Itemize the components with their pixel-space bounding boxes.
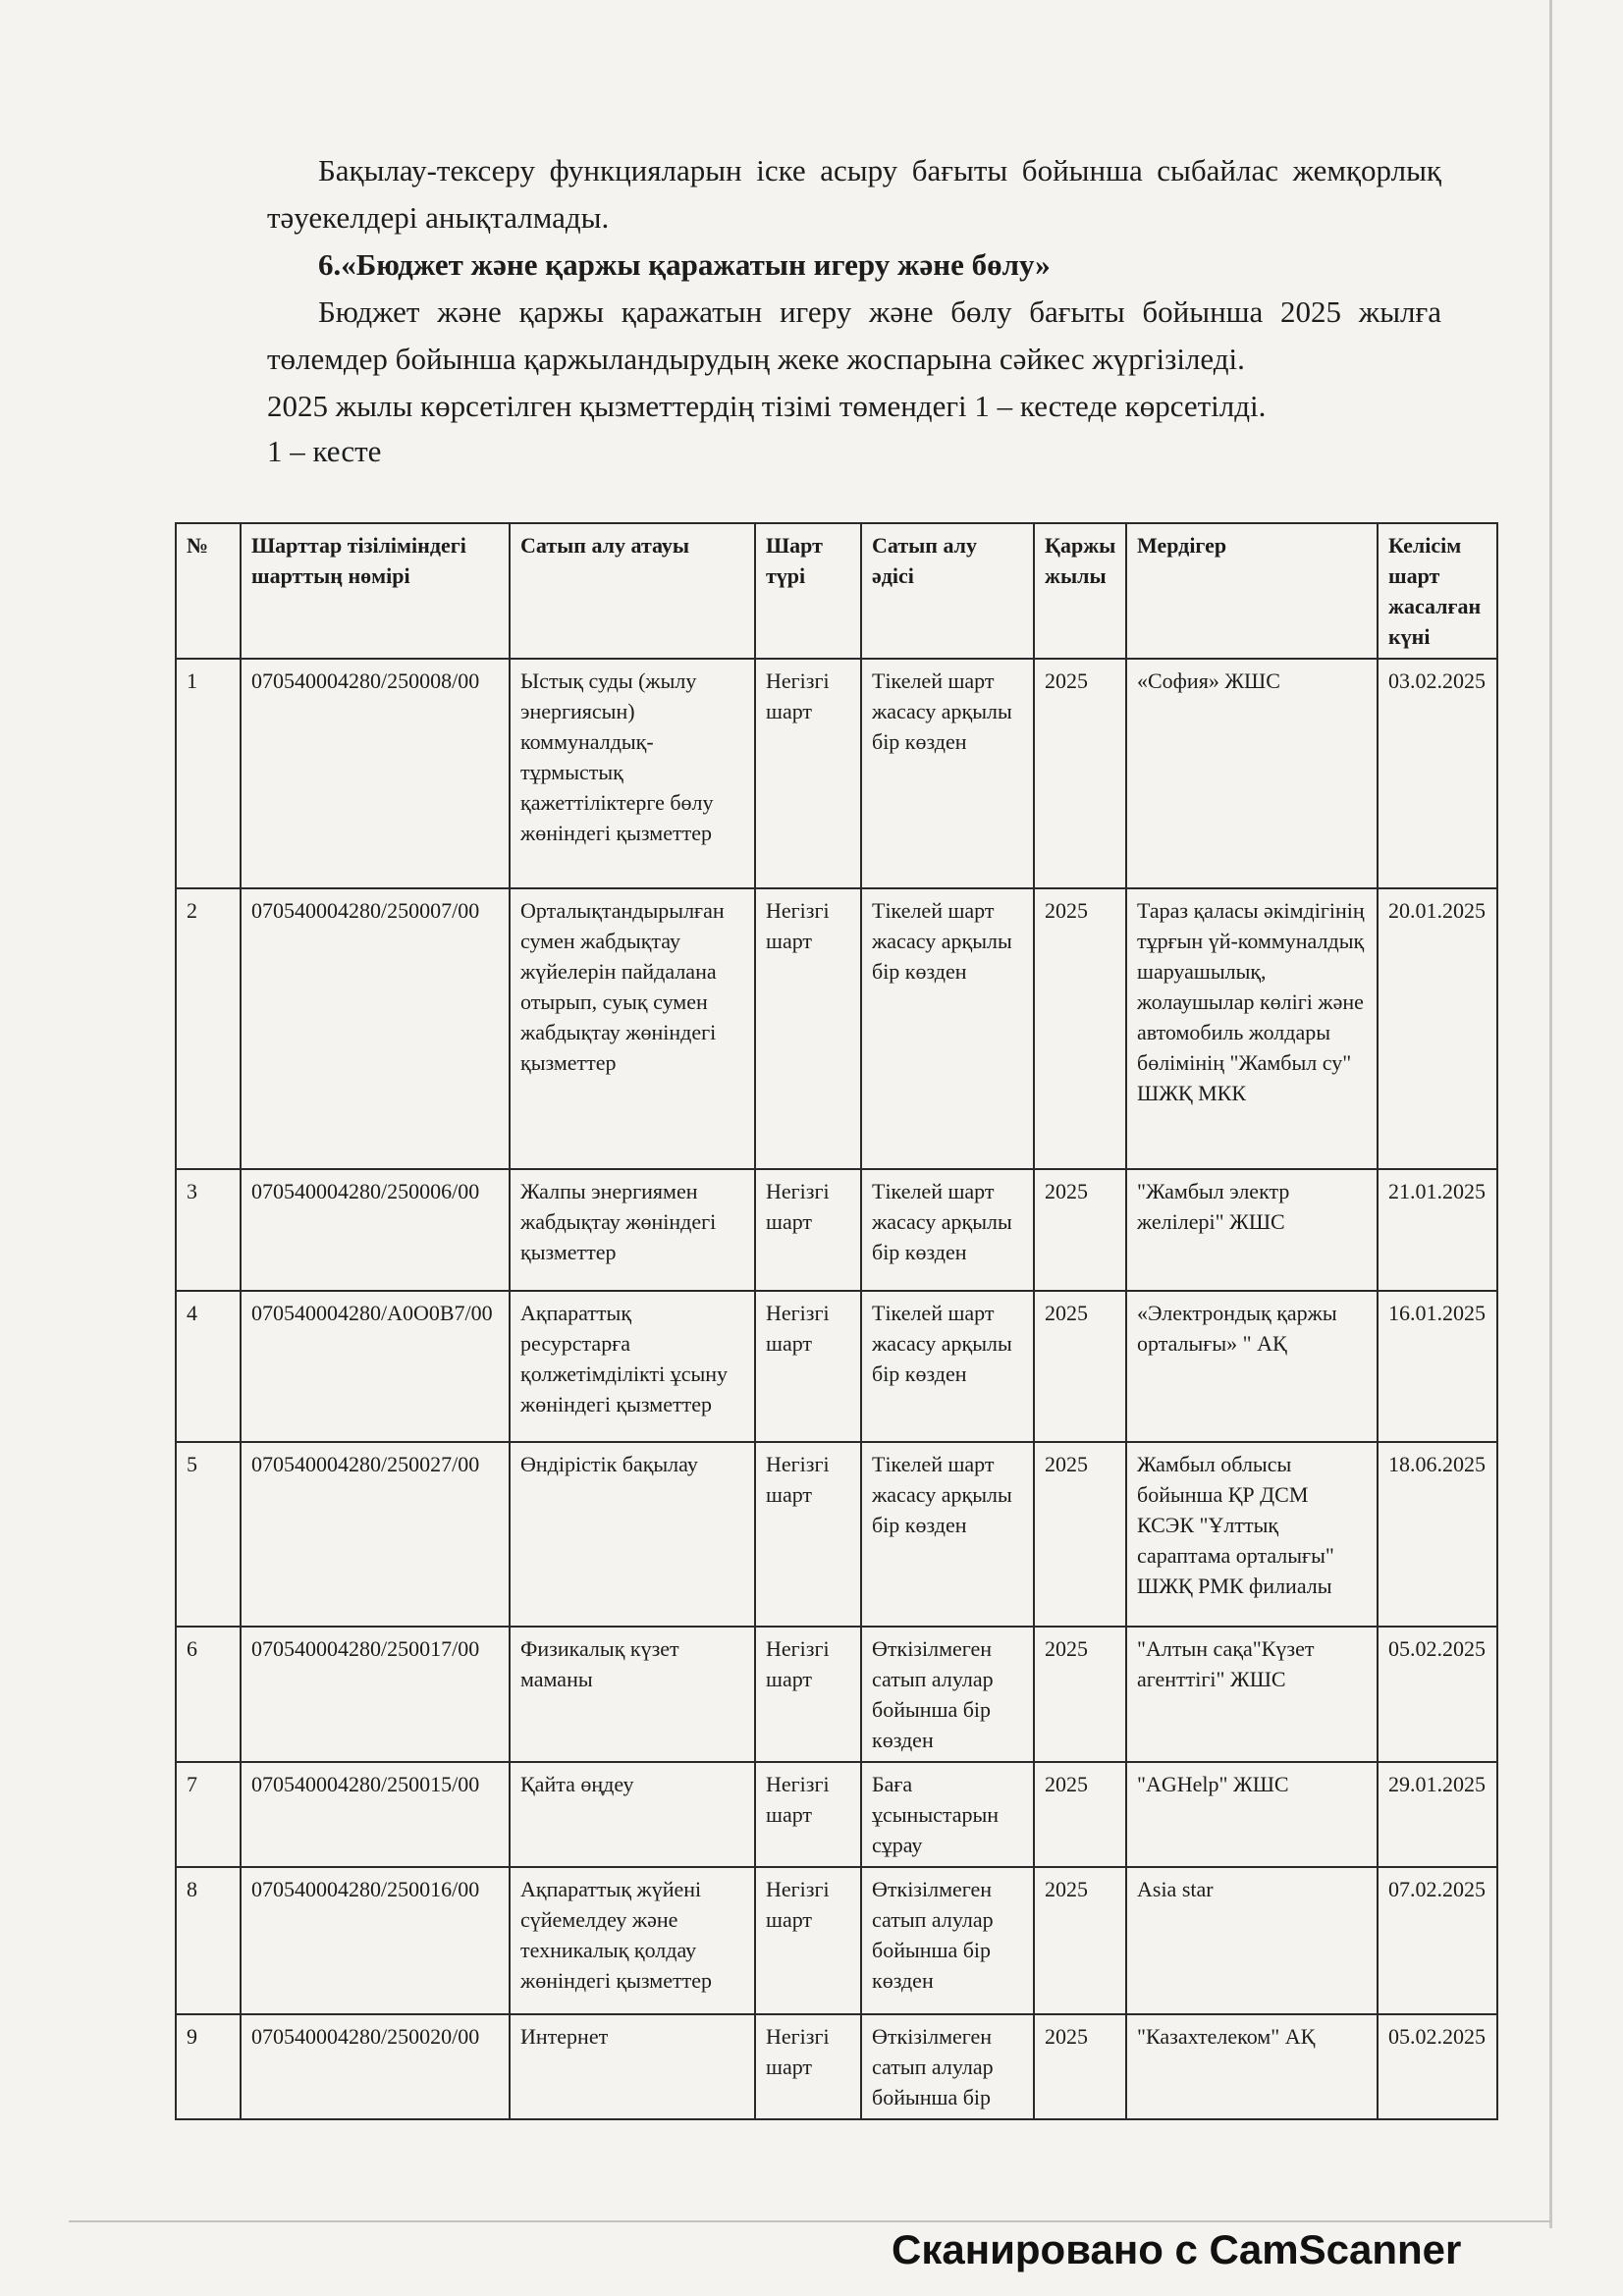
cell-purchase-method: Тікелей шарт жасасу арқылы бір көзден xyxy=(861,888,1034,1169)
cell-fiscal-year: 2025 xyxy=(1034,1867,1126,2014)
paragraph-budget: Бюджет және қаржы қаражатын игеру және бөлу бағыты бойынша 2025 жылға төлемдер бойынша қаржыландырудың жеке жоспарына сәйкес жүргізіледі. xyxy=(267,294,1441,376)
cell-contract-type: Негізгі шарт xyxy=(755,1762,861,1867)
cell-contract-no: 070540004280/250027/00 xyxy=(241,1442,510,1627)
cell-date: 18.06.2025 xyxy=(1378,1442,1497,1627)
table-row xyxy=(176,1762,1497,1867)
table-caption: 1 – кесте xyxy=(267,434,382,468)
cell-purchase-name: Орталықтандырылған сумен жабдықтау жүйелерін пайдалана отырып, суық сумен жабдықтау жөніндегі қызметтер xyxy=(510,888,755,1169)
cell-contract-type: Негізгі шарт xyxy=(755,1291,861,1442)
cell-supplier: Asia star xyxy=(1126,1867,1378,2014)
table-row xyxy=(176,1442,1497,1627)
cell-supplier: "Казахтелеком" АҚ xyxy=(1126,2014,1378,2119)
cell-date: 07.02.2025 xyxy=(1378,1867,1497,2014)
cell-purchase-method: Өткізілмеген сатып алулар бойынша бір xyxy=(861,2014,1034,2119)
cell-purchase-method: Тікелей шарт жасасу арқылы бір көзден xyxy=(861,1169,1034,1291)
cell-date: 05.02.2025 xyxy=(1378,2014,1497,2119)
cell-contract-no: 070540004280/250007/00 xyxy=(241,888,510,1169)
cell-fiscal-year: 2025 xyxy=(1034,1169,1126,1291)
cell-date: 05.02.2025 xyxy=(1378,1627,1497,1762)
cell-fiscal-year: 2025 xyxy=(1034,2014,1126,2119)
cell-date: 29.01.2025 xyxy=(1378,1762,1497,1867)
table-row xyxy=(176,1169,1497,1291)
header-purchase-name: Сатып алу атауы xyxy=(510,523,755,659)
cell-supplier: Тараз қаласы әкімдігінің тұрғын үй-коммуналдық шаруашылық, жолаушылар көлігі және автомобиль жолдары бөлімінің "Жамбыл су" ШЖҚ МКК xyxy=(1126,888,1378,1169)
cell-contract-type: Негізгі шарт xyxy=(755,1867,861,2014)
cell-fiscal-year: 2025 xyxy=(1034,888,1126,1169)
cell-purchase-method: Тікелей шарт жасасу арқылы бір көзден xyxy=(861,1291,1034,1442)
cell-purchase-method: Өткізілмеген сатып алулар бойынша бір көзден xyxy=(861,1627,1034,1762)
cell-fiscal-year: 2025 xyxy=(1034,1442,1126,1627)
header-date: Келісім шарт жасалған күні xyxy=(1378,523,1497,659)
cell-purchase-name: Физикалық күзет маманы xyxy=(510,1627,755,1762)
cell-purchase-name: Жалпы энергиямен жабдықтау жөніндегі қызметтер xyxy=(510,1169,755,1291)
table-row xyxy=(176,2014,1497,2119)
cell-fiscal-year: 2025 xyxy=(1034,659,1126,888)
cell-num: 4 xyxy=(176,1291,241,1442)
contracts-table xyxy=(175,522,1498,2120)
cell-contract-no: 070540004280/250017/00 xyxy=(241,1627,510,1762)
cell-contract-type: Негізгі шарт xyxy=(755,1442,861,1627)
document-body xyxy=(267,147,1441,473)
cell-contract-type: Негізгі шарт xyxy=(755,2014,861,2119)
cell-contract-type: Негізгі шарт xyxy=(755,659,861,888)
cell-supplier: «Электрондық қаржы орталығы» " АҚ xyxy=(1126,1291,1378,1442)
table-row xyxy=(176,659,1497,888)
cell-purchase-name: Қайта өңдеу xyxy=(510,1762,755,1867)
cell-num: 6 xyxy=(176,1627,241,1762)
cell-date: 16.01.2025 xyxy=(1378,1291,1497,1442)
cell-contract-no: 070540004280/А0О0В7/00 xyxy=(241,1291,510,1442)
cell-contract-no: 070540004280/250015/00 xyxy=(241,1762,510,1867)
cell-date: 21.01.2025 xyxy=(1378,1169,1497,1291)
cell-date: 03.02.2025 xyxy=(1378,659,1497,888)
cell-contract-no: 070540004280/250016/00 xyxy=(241,1867,510,2014)
cell-fiscal-year: 2025 xyxy=(1034,1291,1126,1442)
cell-supplier: "Жамбыл электр желілері" ЖШС xyxy=(1126,1169,1378,1291)
cell-num: 5 xyxy=(176,1442,241,1627)
bottom-rule xyxy=(69,2220,1551,2222)
cell-purchase-name: Интернет xyxy=(510,2014,755,2119)
cell-num: 9 xyxy=(176,2014,241,2119)
table-header-row xyxy=(176,523,1497,659)
paragraph-services-list: 2025 жылы көрсетілген қызметтердің тізімі төмендегі 1 – кестеде көрсетілді. xyxy=(267,389,1267,423)
cell-supplier: Жамбыл облысы бойынша ҚР ДСМ КСЭК "Ұлттық сараптама орталығы" ШЖҚ РМК филиалы xyxy=(1126,1442,1378,1627)
header-fiscal-year: Қаржы жылы xyxy=(1034,523,1126,659)
cell-purchase-method: Өткізілмеген сатып алулар бойынша бір көзден xyxy=(861,1867,1034,2014)
cell-contract-type: Негізгі шарт xyxy=(755,888,861,1169)
camscanner-watermark: Сканировано с CamScanner xyxy=(892,2226,1462,2272)
cell-purchase-method: Баға ұсыныстарын сұрау xyxy=(861,1762,1034,1867)
header-num: № xyxy=(176,523,241,659)
cell-supplier: "Алтын сақа"Күзет агенттігі" ЖШС xyxy=(1126,1627,1378,1762)
cell-contract-no: 070540004280/250008/00 xyxy=(241,659,510,888)
cell-purchase-method: Тікелей шарт жасасу арқылы бір көзден xyxy=(861,659,1034,888)
cell-contract-no: 070540004280/250006/00 xyxy=(241,1169,510,1291)
cell-num: 8 xyxy=(176,1867,241,2014)
cell-purchase-name: Ақпараттық жүйені сүйемелдеу және техникалық қолдау жөніндегі қызметтер xyxy=(510,1867,755,2014)
table-row xyxy=(176,1291,1497,1442)
cell-fiscal-year: 2025 xyxy=(1034,1627,1126,1762)
cell-num: 2 xyxy=(176,888,241,1169)
cell-num: 1 xyxy=(176,659,241,888)
cell-date: 20.01.2025 xyxy=(1378,888,1497,1169)
cell-contract-no: 070540004280/250020/00 xyxy=(241,2014,510,2119)
cell-purchase-method: Тікелей шарт жасасу арқылы бір көзден xyxy=(861,1442,1034,1627)
table-row xyxy=(176,888,1497,1169)
cell-supplier: "AGHelp" ЖШС xyxy=(1126,1762,1378,1867)
cell-num: 7 xyxy=(176,1762,241,1867)
header-purchase-method: Сатып алу әдісі xyxy=(861,523,1034,659)
header-contract-no: Шарттар тізіліміндегі шарттың нөмірі xyxy=(241,523,510,659)
cell-num: 3 xyxy=(176,1169,241,1291)
paragraph-control-functions: Бақылау-тексеру функцияларын іске асыру бағыты бойынша сыбайлас жемқорлық тәуекелдері анықталмады. xyxy=(267,153,1441,235)
table-row xyxy=(176,1627,1497,1762)
table-row xyxy=(176,1867,1497,2014)
cell-contract-type: Негізгі шарт xyxy=(755,1169,861,1291)
cell-purchase-name: Ақпараттық ресурстарға қолжетімділікті ұсыну жөніндегі қызметтер xyxy=(510,1291,755,1442)
cell-purchase-name: Өндірістік бақылау xyxy=(510,1442,755,1627)
page-edge xyxy=(1549,0,1552,2228)
header-supplier: Мердігер xyxy=(1126,523,1378,659)
header-contract-type: Шарт түрі xyxy=(755,523,861,659)
section-heading: 6.«Бюджет және қаржы қаражатын игеру және бөлу» xyxy=(318,247,1051,282)
cell-fiscal-year: 2025 xyxy=(1034,1762,1126,1867)
cell-contract-type: Негізгі шарт xyxy=(755,1627,861,1762)
cell-purchase-name: Ыстық суды (жылу энергиясын) коммуналдық-тұрмыстық қажеттіліктерге бөлу жөніндегі қызметтер xyxy=(510,659,755,888)
cell-supplier: «София» ЖШС xyxy=(1126,659,1378,888)
